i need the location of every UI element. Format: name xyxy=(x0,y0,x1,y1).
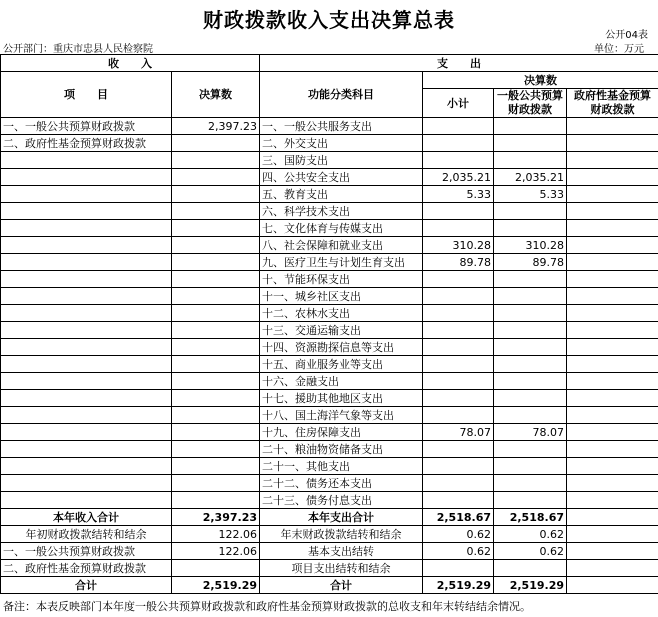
func-item-cell: 十一、城乡社区支出 xyxy=(260,288,423,305)
expense-header: 支 出 xyxy=(260,55,658,72)
table-row xyxy=(1,135,658,152)
subtotal-cell xyxy=(423,288,494,305)
table-row xyxy=(1,271,658,288)
summary-table xyxy=(0,54,658,594)
subtotal-cell xyxy=(423,475,494,492)
carryover-row xyxy=(1,560,658,577)
general-cell xyxy=(494,203,567,220)
income-item-cell xyxy=(1,203,172,220)
fund-cell xyxy=(567,288,658,305)
income-value-cell xyxy=(172,475,260,492)
fund-cell xyxy=(567,135,658,152)
income-value-cell xyxy=(172,390,260,407)
fund-cell xyxy=(567,305,658,322)
subtotal-cell xyxy=(423,203,494,220)
income-item-cell: 一、一般公共预算财政拨款 xyxy=(1,118,172,135)
income-item-cell xyxy=(1,390,172,407)
expense-total-subtotal: 2,518.67 xyxy=(423,509,494,526)
report-title: 财政拨款收入支出决算总表 xyxy=(203,8,455,32)
func-item-cell: 七、文化体育与传媒支出 xyxy=(260,220,423,237)
func-item-cell: 二十、粮油物资储备支出 xyxy=(260,441,423,458)
subtotal-cell: 89.78 xyxy=(423,254,494,271)
func-item-cell: 十、节能环保支出 xyxy=(260,271,423,288)
income-value-cell: 2,397.23 xyxy=(172,118,260,135)
grand-total-row xyxy=(1,577,658,594)
table-row xyxy=(1,152,658,169)
func-item-cell: 二十三、债务付息支出 xyxy=(260,492,423,509)
income-item-cell xyxy=(1,237,172,254)
footnote: 备注：本表反映部门本年度一般公共预算财政拨款和政府性基金预算财政拨款的总收支和年末转结结余情况。 xyxy=(3,600,531,613)
table-row xyxy=(1,390,658,407)
fund-cell xyxy=(567,237,658,254)
fund-cell xyxy=(567,152,658,169)
table-row xyxy=(1,441,658,458)
table-row xyxy=(1,305,658,322)
income-item-cell xyxy=(1,356,172,373)
fund-cell xyxy=(567,373,658,390)
grand-total-value-left: 2,519.29 xyxy=(172,577,260,594)
income-value-cell xyxy=(172,373,260,390)
fund-header: 政府性基金预算财政拨款 xyxy=(567,89,658,118)
general-cell xyxy=(494,220,567,237)
carryover-income-item: 年初财政拨款结转和结余 xyxy=(1,526,172,543)
general-cell xyxy=(494,390,567,407)
item-header: 项 目 xyxy=(1,72,172,118)
table-row xyxy=(1,186,658,203)
table-row xyxy=(1,118,658,135)
fund-cell xyxy=(567,118,658,135)
subtotal-header: 小计 xyxy=(423,89,494,118)
income-item-cell xyxy=(1,220,172,237)
unit-label: 单位：万元 xyxy=(594,44,644,55)
form-number: 公开04表 xyxy=(605,30,648,41)
table-row xyxy=(1,458,658,475)
func-item-cell: 十二、农林水支出 xyxy=(260,305,423,322)
general-cell xyxy=(494,339,567,356)
income-value-cell xyxy=(172,288,260,305)
grand-total-general: 2,519.29 xyxy=(494,577,567,594)
carryover-row xyxy=(1,543,658,560)
subtotal-cell xyxy=(423,305,494,322)
income-item-cell xyxy=(1,305,172,322)
grand-total-subtotal: 2,519.29 xyxy=(423,577,494,594)
fund-cell xyxy=(567,169,658,186)
carryover-subtotal: 0.62 xyxy=(423,543,494,560)
income-value-cell xyxy=(172,169,260,186)
header-row-1 xyxy=(1,55,658,72)
income-item-cell xyxy=(1,475,172,492)
general-cell xyxy=(494,118,567,135)
income-value-cell xyxy=(172,305,260,322)
carryover-income-item: 二、政府性基金预算财政拨款 xyxy=(1,560,172,577)
fund-cell xyxy=(567,407,658,424)
general-cell xyxy=(494,152,567,169)
income-header: 收 入 xyxy=(1,55,260,72)
totals-row xyxy=(1,509,658,526)
income-value-cell xyxy=(172,152,260,169)
fund-cell xyxy=(567,441,658,458)
final2-header: 决算数 xyxy=(423,72,658,89)
income-item-cell xyxy=(1,373,172,390)
income-total-value: 2,397.23 xyxy=(172,509,260,526)
income-value-cell xyxy=(172,135,260,152)
general-cell xyxy=(494,305,567,322)
table-row xyxy=(1,169,658,186)
income-item-cell xyxy=(1,322,172,339)
subtotal-cell xyxy=(423,390,494,407)
subtotal-cell xyxy=(423,492,494,509)
expense-total-fund xyxy=(567,509,658,526)
general-cell xyxy=(494,441,567,458)
func-item-cell: 九、医疗卫生与计划生育支出 xyxy=(260,254,423,271)
income-item-cell xyxy=(1,339,172,356)
general-cell: 2,035.21 xyxy=(494,169,567,186)
income-value-cell xyxy=(172,271,260,288)
table-row xyxy=(1,407,658,424)
func-item-cell: 二、外交支出 xyxy=(260,135,423,152)
department-label: 公开部门：重庆市忠县人民检察院 xyxy=(3,44,153,55)
subtotal-cell xyxy=(423,271,494,288)
table-row xyxy=(1,492,658,509)
fund-cell xyxy=(567,322,658,339)
func-item-cell: 十五、商业服务业等支出 xyxy=(260,356,423,373)
func-item-cell: 十三、交通运输支出 xyxy=(260,322,423,339)
subtotal-cell xyxy=(423,152,494,169)
subtotal-cell: 310.28 xyxy=(423,237,494,254)
fund-cell xyxy=(567,203,658,220)
subtotal-cell xyxy=(423,322,494,339)
grand-total-label-right: 合计 xyxy=(260,577,423,594)
general-cell xyxy=(494,373,567,390)
carryover-income-value xyxy=(172,560,260,577)
carryover-func-item: 基本支出结转 xyxy=(260,543,423,560)
general-cell xyxy=(494,322,567,339)
subtotal-cell xyxy=(423,118,494,135)
income-value-cell xyxy=(172,203,260,220)
general-cell: 5.33 xyxy=(494,186,567,203)
income-value-cell xyxy=(172,441,260,458)
income-value-cell xyxy=(172,186,260,203)
carryover-fund xyxy=(567,560,658,577)
fund-cell xyxy=(567,424,658,441)
table-row xyxy=(1,254,658,271)
table-row xyxy=(1,356,658,373)
income-value-cell xyxy=(172,458,260,475)
table-row xyxy=(1,339,658,356)
expense-total-label: 本年支出合计 xyxy=(260,509,423,526)
income-item-cell: 二、政府性基金预算财政拨款 xyxy=(1,135,172,152)
func-item-cell: 十四、资源勘探信息等支出 xyxy=(260,339,423,356)
carryover-subtotal xyxy=(423,560,494,577)
general-cell xyxy=(494,492,567,509)
income-item-cell xyxy=(1,458,172,475)
carryover-func-item: 项目支出结转和结余 xyxy=(260,560,423,577)
general-cell xyxy=(494,475,567,492)
carryover-fund xyxy=(567,526,658,543)
general-cell xyxy=(494,288,567,305)
subtotal-cell xyxy=(423,458,494,475)
func-item-cell: 三、国防支出 xyxy=(260,152,423,169)
general-cell xyxy=(494,407,567,424)
income-item-cell xyxy=(1,271,172,288)
func-item-cell: 四、公共安全支出 xyxy=(260,169,423,186)
subtotal-cell xyxy=(423,220,494,237)
func-item-cell: 二十一、其他支出 xyxy=(260,458,423,475)
carryover-income-value: 122.06 xyxy=(172,543,260,560)
func-item-cell: 十六、金融支出 xyxy=(260,373,423,390)
table-row xyxy=(1,220,658,237)
subtotal-cell xyxy=(423,441,494,458)
income-item-cell xyxy=(1,186,172,203)
income-item-cell xyxy=(1,424,172,441)
general-cell xyxy=(494,271,567,288)
func-item-cell: 六、科学技术支出 xyxy=(260,203,423,220)
income-value-cell xyxy=(172,254,260,271)
func-item-cell: 十八、国土海洋气象等支出 xyxy=(260,407,423,424)
carryover-func-item: 年末财政拨款结转和结余 xyxy=(260,526,423,543)
income-value-cell xyxy=(172,339,260,356)
fund-cell xyxy=(567,390,658,407)
income-item-cell xyxy=(1,169,172,186)
subtotal-cell: 2,035.21 xyxy=(423,169,494,186)
carryover-income-item: 一、一般公共预算财政拨款 xyxy=(1,543,172,560)
carryover-fund xyxy=(567,543,658,560)
income-item-cell xyxy=(1,407,172,424)
income-item-cell xyxy=(1,288,172,305)
general-header: 一般公共预算财政拨款 xyxy=(494,89,567,118)
income-item-cell xyxy=(1,254,172,271)
fund-cell xyxy=(567,271,658,288)
func-item-cell: 十七、援助其他地区支出 xyxy=(260,390,423,407)
carryover-general xyxy=(494,560,567,577)
subtotal-cell xyxy=(423,356,494,373)
fund-cell xyxy=(567,458,658,475)
general-cell: 78.07 xyxy=(494,424,567,441)
general-cell xyxy=(494,135,567,152)
income-item-cell xyxy=(1,492,172,509)
fund-cell xyxy=(567,492,658,509)
general-cell xyxy=(494,356,567,373)
func-item-cell: 八、社会保障和就业支出 xyxy=(260,237,423,254)
header-row-2 xyxy=(1,72,658,89)
table-row xyxy=(1,373,658,390)
fund-cell xyxy=(567,254,658,271)
subtotal-cell xyxy=(423,135,494,152)
table-row xyxy=(1,475,658,492)
func-item-cell: 二十二、债务还本支出 xyxy=(260,475,423,492)
fund-cell xyxy=(567,475,658,492)
final-header: 决算数 xyxy=(172,72,260,118)
subtotal-cell: 5.33 xyxy=(423,186,494,203)
table-row xyxy=(1,203,658,220)
carryover-general: 0.62 xyxy=(494,526,567,543)
table-row xyxy=(1,237,658,254)
income-value-cell xyxy=(172,356,260,373)
carryover-subtotal: 0.62 xyxy=(423,526,494,543)
income-value-cell xyxy=(172,220,260,237)
income-value-cell xyxy=(172,407,260,424)
income-item-cell xyxy=(1,152,172,169)
subtotal-cell xyxy=(423,407,494,424)
table-row xyxy=(1,322,658,339)
income-item-cell xyxy=(1,441,172,458)
general-cell: 310.28 xyxy=(494,237,567,254)
grand-total-label-left: 合计 xyxy=(1,577,172,594)
income-value-cell xyxy=(172,322,260,339)
fund-cell xyxy=(567,186,658,203)
fund-cell xyxy=(567,339,658,356)
carryover-income-value: 122.06 xyxy=(172,526,260,543)
func-item-cell: 十九、住房保障支出 xyxy=(260,424,423,441)
general-cell: 89.78 xyxy=(494,254,567,271)
subtotal-cell xyxy=(423,373,494,390)
table-row xyxy=(1,424,658,441)
carryover-general: 0.62 xyxy=(494,543,567,560)
fund-cell xyxy=(567,356,658,373)
general-cell xyxy=(494,458,567,475)
func-item-cell: 五、教育支出 xyxy=(260,186,423,203)
income-value-cell xyxy=(172,492,260,509)
grand-total-fund xyxy=(567,577,658,594)
expense-total-general: 2,518.67 xyxy=(494,509,567,526)
func-item-cell: 一、一般公共服务支出 xyxy=(260,118,423,135)
func-header: 功能分类科目 xyxy=(260,72,423,118)
income-value-cell xyxy=(172,237,260,254)
income-total-label: 本年收入合计 xyxy=(1,509,172,526)
carryover-row xyxy=(1,526,658,543)
table-row xyxy=(1,288,658,305)
income-value-cell xyxy=(172,424,260,441)
subtotal-cell xyxy=(423,339,494,356)
subtotal-cell: 78.07 xyxy=(423,424,494,441)
fund-cell xyxy=(567,220,658,237)
